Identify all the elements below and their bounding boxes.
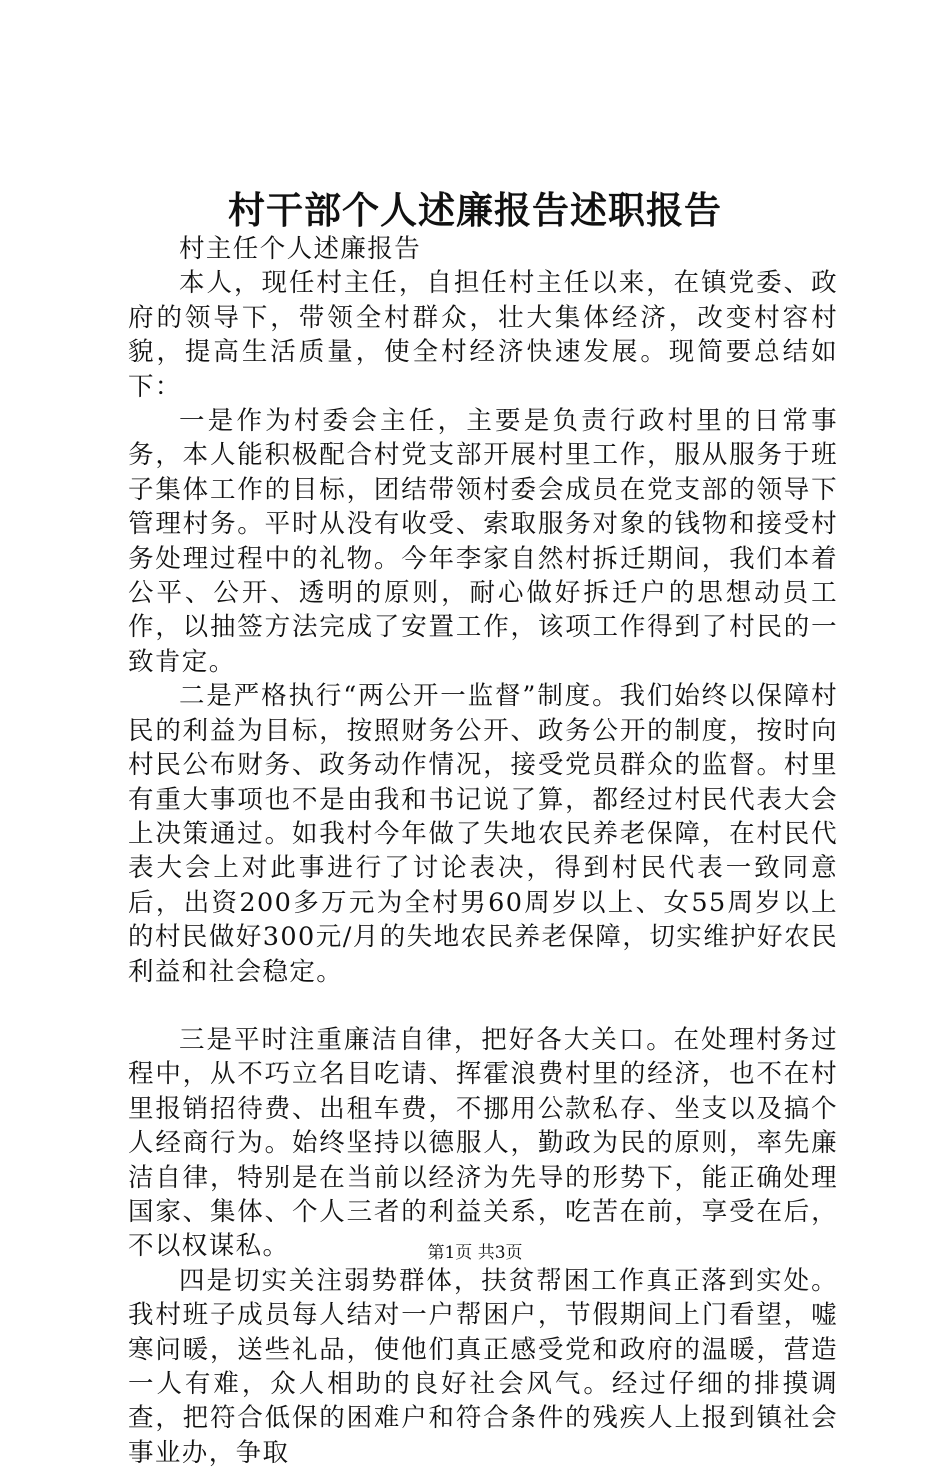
paragraph-point-1: 一是作为村委会主任，主要是负责行政村里的日常事务，本人能积极配合村党支部开展村里工作，服从服务于班子集体工作的目标，团结带领村委会成员在党支部的领导下管理村务。平时从没有收受、索取服务对象的钱物和接受村务处理过程中的礼物。今年李家自然村拆迁期间，我们本着公平、公开、透明的原则，耐心做好拆迁户的思想动员工作，以抽签方法完成了安置工作，该项工作得到了村民的一致肯定。 — [128, 406, 838, 677]
page-number-footer: 第1页 共3页 — [427, 1243, 523, 1263]
document-body — [128, 232, 838, 1470]
paragraph-subtitle: 村主任个人述廉报告 — [179, 234, 422, 264]
paragraph-point-4: 四是切实关注弱势群体，扶贫帮困工作真正落到实处。我村班子成员每人结对一户帮困户，节假期间上门看望，嘘寒问暖，送些礼品，使他们真正感受党和政府的温暖，营造一人有难，众人相助的良好社会风气。经过仔细的排摸调查，把符合低保的困难户和符合条件的残疾人上报到镇社会事业办，争取 — [128, 1265, 838, 1468]
paragraph-point-3: 三是平时注重廉洁自律，把好各大关口。在处理村务过程中，从不巧立名目吃请、挥霍浪费村里的经济，也不在村里报销招待费、出租车费，不挪用公款私存、坐支以及搞个人经商行为。始终坚持以德服人，勤政为民的原则，率先廉洁自律，特别是在当前以经济为先导的形势下，能正确处理国家、集体、个人三者的利益关系，吃苦在前，享受在后，不以权谋私。 — [128, 1024, 838, 1262]
paragraph-intro: 本人，现任村主任，自担任村主任以来，在镇党委、政府的领导下，带领全村群众，壮大集体经济，改变村容村貌，提高生活质量，使全村经济快速发展。现简要总结如下： — [128, 268, 838, 402]
paragraph-point-2: 二是严格执行“两公开一监督”制度。我们始终以保障村民的利益为目标，按照财务公开、政务公开的制度，按时向村民公布财务、政务动作情况，接受党员群众的监督。村里有重大事项也不是由我和书记说了算，都经过村民代表大会上决策通过。如我村今年做了失地农民养老保障，在村民代表大会上对此事进行了讨论表决，得到村民代表一致同意后，出资200多万元为全村男60周岁以上、女55周岁以上的村民做好300元/月的失地农民养老保障，切实维护好农民利益和社会稳定。 — [128, 681, 838, 987]
page-title: 村干部个人述廉报告述职报告 — [228, 188, 722, 232]
